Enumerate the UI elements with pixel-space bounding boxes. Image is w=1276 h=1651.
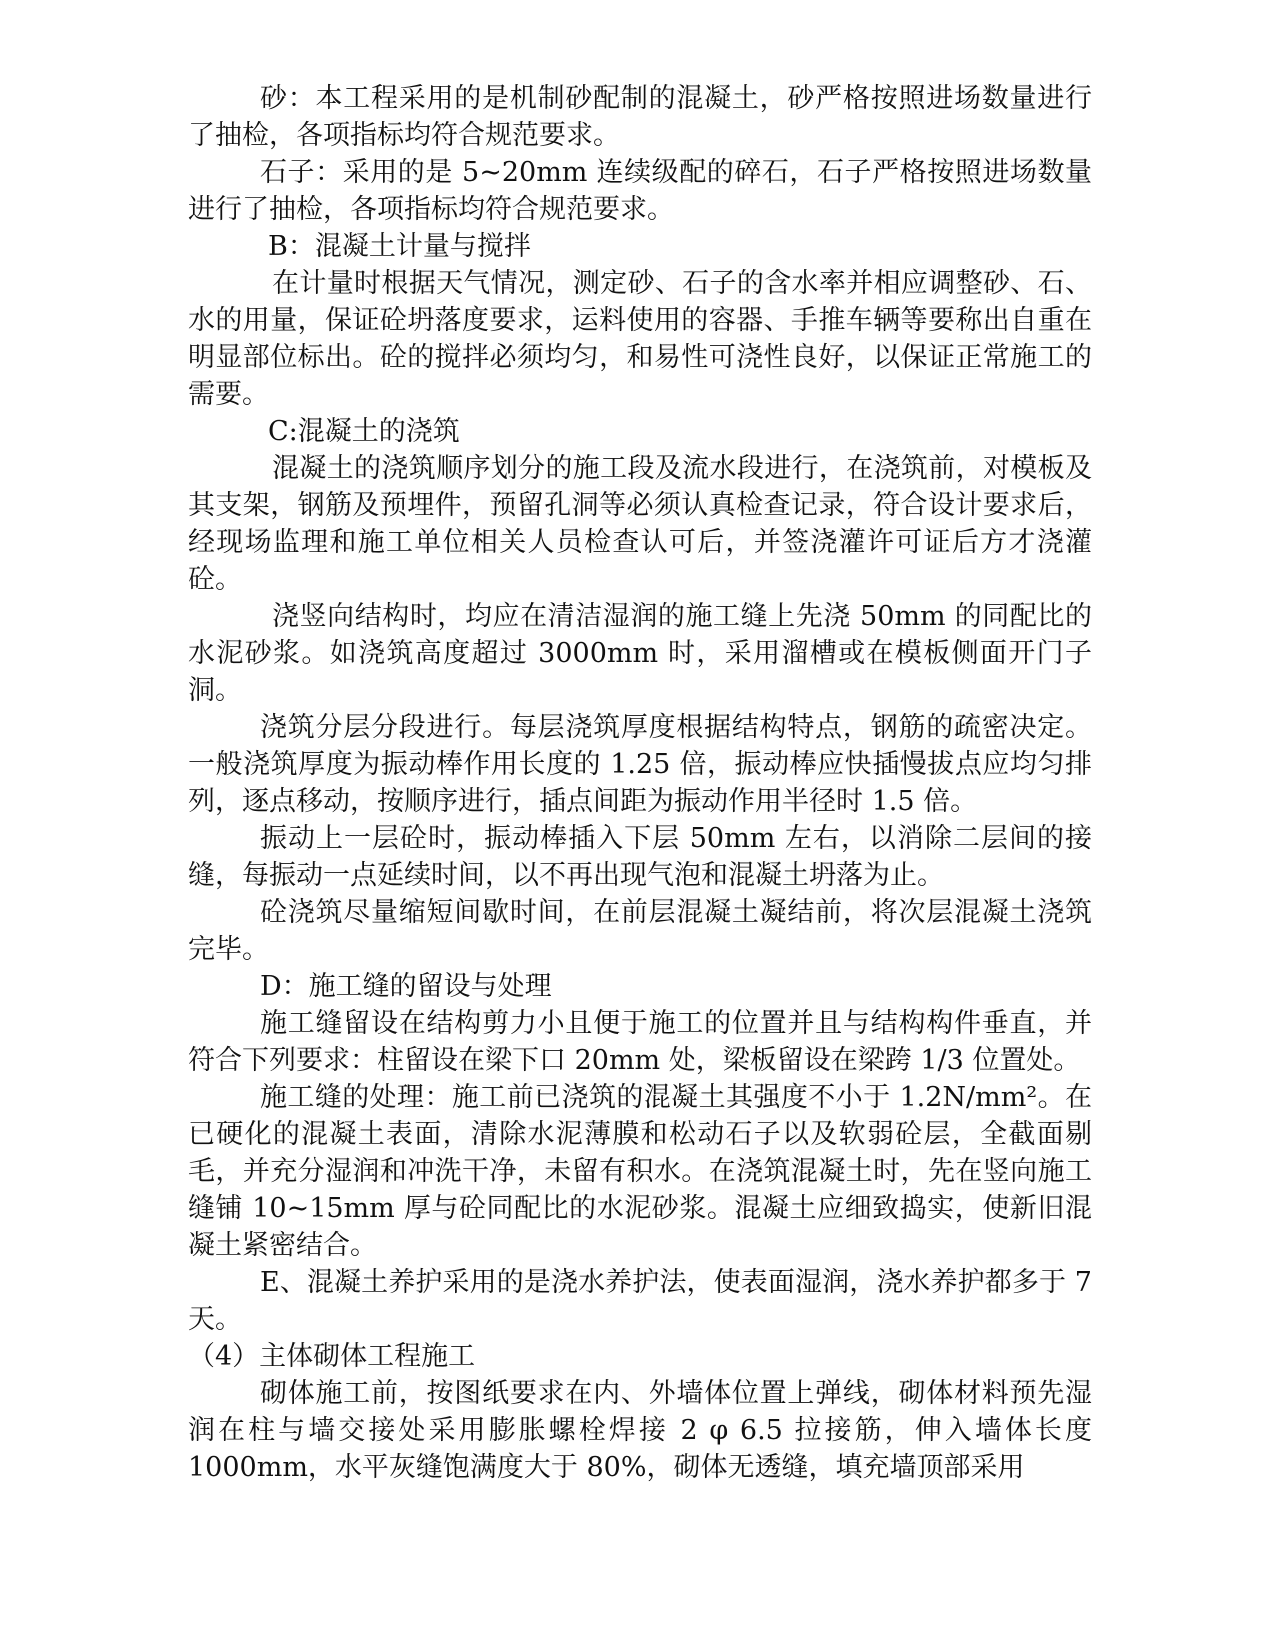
paragraph-layered-pouring: 浇筑分层分段进行。每层浇筑厚度根据结构特点，钢筋的疏密决定。一般浇筑厚度为振动棒作用长度的 1.25 倍，振动棒应快插慢拔点应均匀排列，逐点移动，按顺序进行，插点间距为振动作用半径时 1.5 倍。 [188,712,1092,817]
heading-c-pouring: C:混凝土的浇筑 [268,416,460,447]
paragraph-joint-treatment: 施工缝的处理：施工前已浇筑的混凝土其强度不小于 1.2N/mm²。在已硬化的混凝土表面，清除水泥薄膜和松动石子以及软弱砼层，全截面剔毛，并充分湿润和冲洗干净，未留有积水。在浇筑混凝土时，先在竖向施工缝铺 10~15mm 厚与砼同配比的水泥砂浆。混凝土应细致捣实，使新旧混凝土紧密结合。 [188,1082,1092,1261]
paragraph-interval: 砼浇筑尽量缩短间歇时间，在前层混凝土凝结前，将次层混凝土浇筑完毕。 [188,897,1092,965]
paragraph-pouring-order: 混凝土的浇筑顺序划分的施工段及流水段进行，在浇筑前，对模板及其支架，钢筋及预埋件，预留孔洞等必须认真检查记录，符合设计要求后，经现场监理和施工单位相关人员检查认可后，并签浇灌许可证后方才浇灌砼。 [188,453,1092,595]
paragraph-vertical-structure: 浇竖向结构时，均应在清洁湿润的施工缝上先浇 50mm 的同配比的水泥砂浆。如浇筑高度超过 3000mm 时，采用溜槽或在模板侧面开门子洞。 [188,601,1092,706]
heading-d-construction-joint: D：施工缝的留设与处理 [260,971,552,1002]
heading-4-masonry: （4）主体砌体工程施工 [188,1341,476,1372]
document-body [188,80,1092,1486]
paragraph-e-curing: E、混凝土养护采用的是浇水养护法，使表面湿润，浇水养护都多于 7 天。 [188,1267,1092,1335]
paragraph-vibration: 振动上一层砼时，振动棒插入下层 50mm 左右，以消除二层间的接缝，每振动一点延续时间，以不再出现气泡和混凝土坍落为止。 [188,823,1092,891]
paragraph-sand: 砂：本工程采用的是机制砂配制的混凝土，砂严格按照进场数量进行了抽检，各项指标均符合规范要求。 [188,83,1092,151]
paragraph-stone: 石子：采用的是 5~20mm 连续级配的碎石，石子严格按照进场数量进行了抽检，各项指标均符合规范要求。 [188,157,1092,225]
heading-b-metering-mixing: B：混凝土计量与搅拌 [268,231,531,262]
paragraph-masonry: 砌体施工前，按图纸要求在内、外墙体位置上弹线，砌体材料预先湿润在柱与墙交接处采用膨胀螺栓焊接 2 φ 6.5 拉接筋，伸入墙体长度 1000mm，水平灰缝饱满度大于 80%，砌体无透缝，填充墙顶部采用 [188,1378,1092,1483]
paragraph-metering: 在计量时根据天气情况，测定砂、石子的含水率并相应调整砂、石、水的用量，保证砼坍落度要求，运料使用的容器、手推车辆等要称出自重在明显部位标出。砼的搅拌必须均匀，和易性可浇性良好，以保证正常施工的需要。 [188,268,1092,410]
paragraph-joint-placement: 施工缝留设在结构剪力小且便于施工的位置并且与结构构件垂直，并符合下列要求：柱留设在梁下口 20mm 处，梁板留设在梁跨 1/3 位置处。 [188,1008,1092,1076]
